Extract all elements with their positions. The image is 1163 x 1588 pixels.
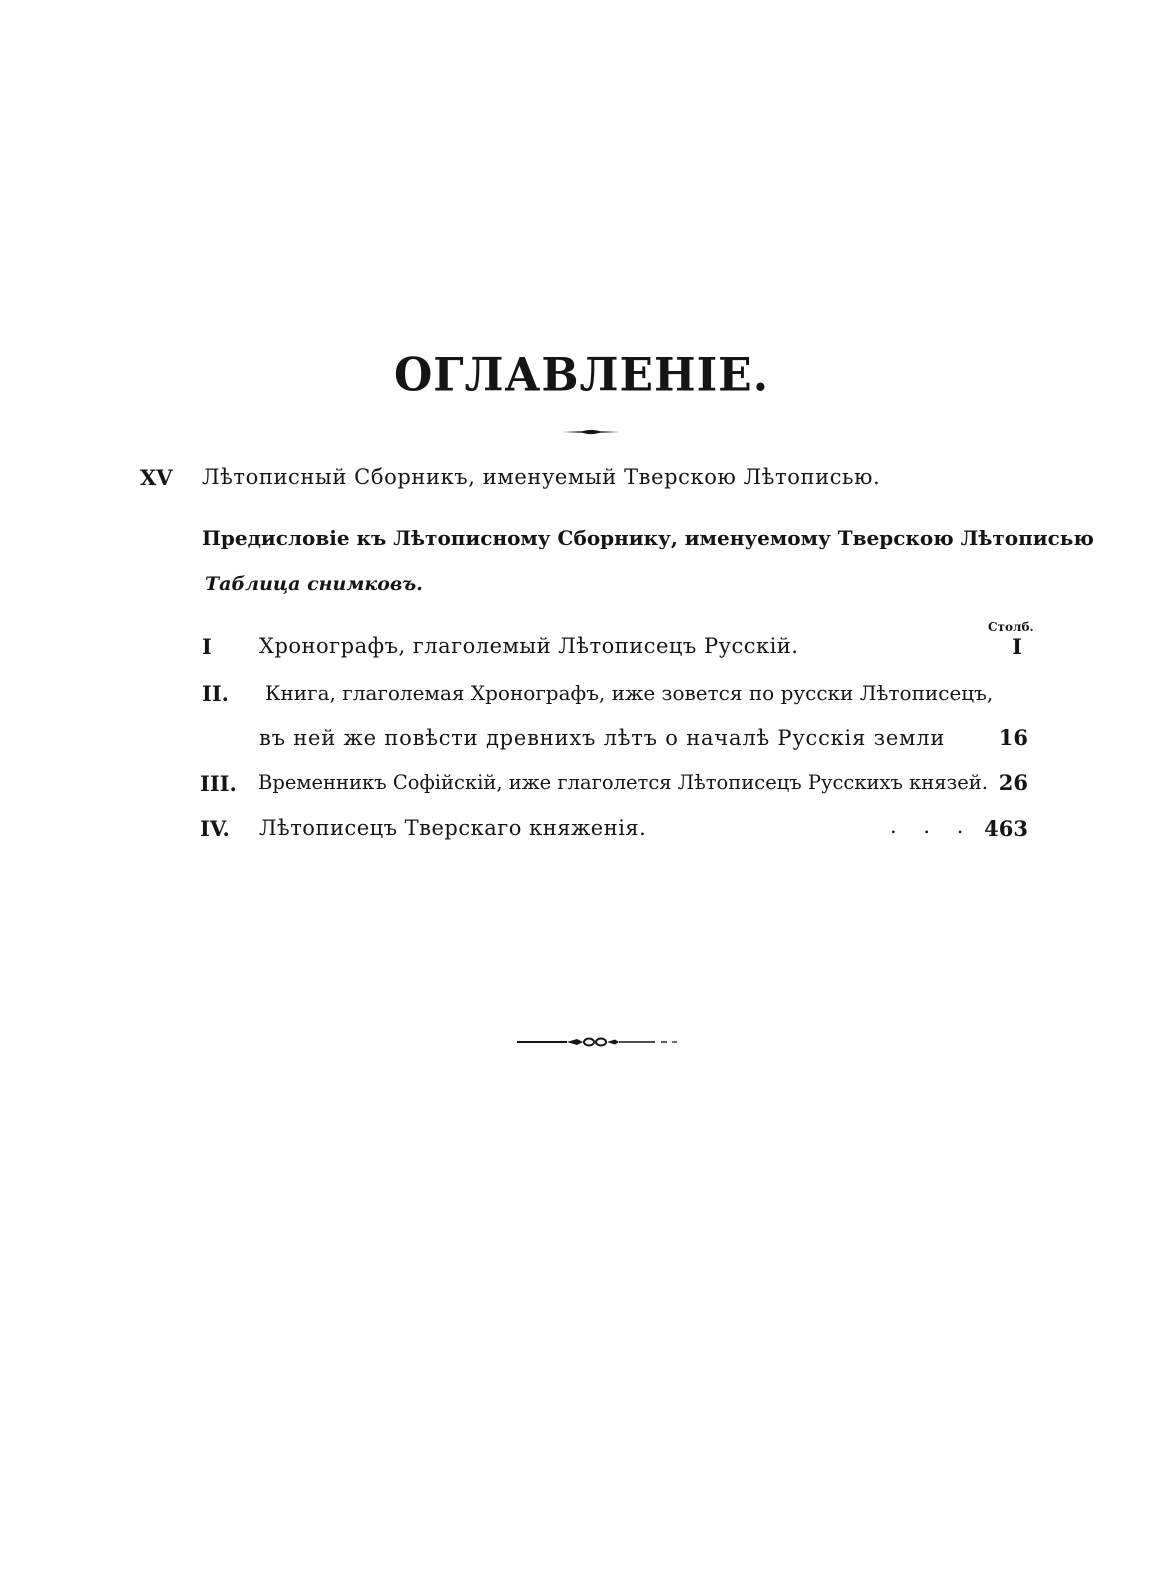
end-ornament (517, 1036, 679, 1048)
entry-title-continuation: въ ней же повѣсти древнихъ лѣтъ о началѣ Русскія земли (259, 726, 946, 750)
column-header: Столб. (988, 620, 1034, 634)
entry-page: I (1012, 634, 1022, 659)
plates-entry: Таблица снимковъ. (205, 573, 423, 595)
entry-page: 26 (998, 770, 1028, 795)
entry-number: I (202, 634, 212, 659)
entry-number: III. (200, 771, 237, 796)
entry-title: Лѣтописецъ Тверскаго княженія. (259, 816, 647, 840)
volume-number: XV (140, 465, 173, 490)
entry-page: 16 (998, 725, 1028, 750)
entry-page: 463 (984, 816, 1028, 841)
entry-number: II. (202, 681, 229, 706)
preface-entry: Предисловіе къ Лѣтописному Сборнику, именуемому Тверскою Лѣтописью (202, 526, 1094, 550)
entry-title: Хронографъ, глаголемый Лѣтописецъ Русскій. (259, 634, 799, 658)
title-divider (562, 428, 620, 436)
volume-title: Лѣтописный Сборникъ, именуемый Тверскою Лѣтописью. (202, 465, 881, 489)
entry-title: Временникъ Софійскій, иже глаголется Лѣтописецъ Русскихъ князей. (258, 771, 988, 794)
entry-title: Книга, глаголемая Хронографъ, иже зовется по русски Лѣтописецъ, (265, 681, 994, 705)
entry-number: IV. (200, 816, 230, 841)
dot-leader: . . . (890, 814, 974, 838)
page-title: ОГЛАВЛЕНІЕ. (393, 348, 770, 403)
